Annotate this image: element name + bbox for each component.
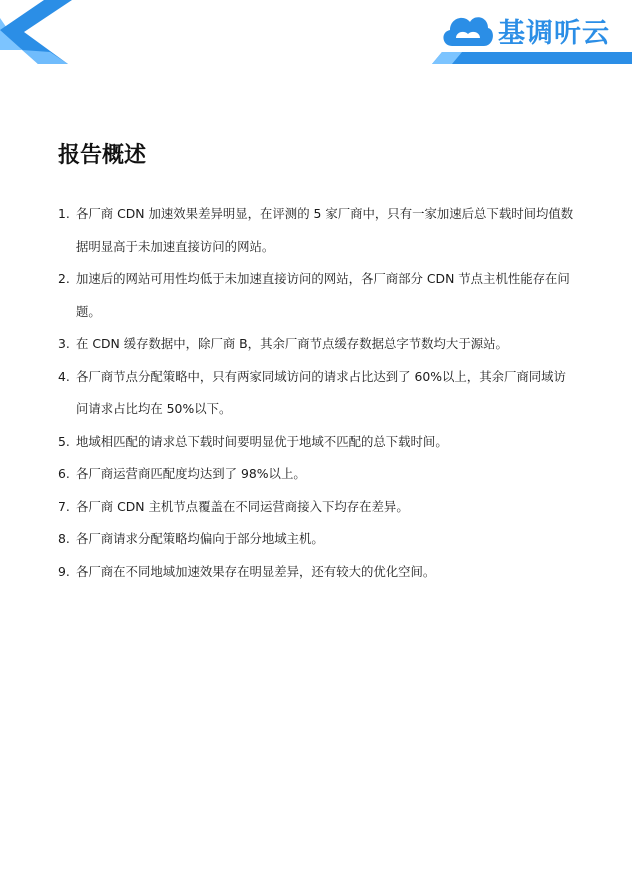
list-item — [58, 263, 578, 328]
item-text: 各厂商请求分配策略均偏向于部分地域主机。 — [76, 531, 324, 546]
list-item — [58, 458, 578, 491]
list-item — [58, 491, 578, 524]
cloud-icon — [440, 8, 494, 50]
item-number: 8. — [58, 531, 70, 546]
item-text: 地域相匹配的请求总下载时间要明显优于地域不匹配的总下载时间。 — [76, 433, 448, 449]
list-item — [58, 328, 578, 361]
header-accent-bar — [432, 52, 632, 64]
brand-name: 基调听云 — [498, 18, 610, 49]
item-number: 5. — [58, 433, 70, 449]
brand-logo — [432, 0, 632, 64]
item-text: 各厂商 CDN 加速效果差异明显，在评测的 5 家厂商中，只有一家加速后总下载时间均值数据明显高于未加速直接访问的网站。 — [76, 206, 574, 254]
item-text: 各厂商 CDN 主机节点覆盖在不同运营商接入下均存在差异。 — [76, 498, 409, 514]
item-text: 各厂商在不同地域加速效果存在明显差异，还有较大的优化空间。 — [76, 563, 436, 579]
list-item — [58, 198, 578, 263]
item-text: 各厂商节点分配策略中，只有两家同域访问的请求占比达到了 60%以上，其余厂商同域访问请求占比均在 50%以下。 — [76, 368, 566, 416]
list-item — [58, 361, 578, 426]
item-number: 3. — [58, 336, 70, 351]
item-number: 9. — [58, 563, 70, 579]
page-title: 报告概述 — [58, 143, 147, 168]
summary-list — [58, 198, 578, 588]
item-number: 1. — [58, 206, 70, 221]
item-number: 7. — [58, 498, 70, 514]
list-item — [58, 523, 578, 556]
item-number: 6. — [58, 466, 70, 481]
item-number: 4. — [58, 368, 70, 384]
corner-decoration — [0, 0, 80, 70]
list-item — [58, 426, 578, 459]
item-text: 在 CDN 缓存数据中，除厂商 B，其余厂商节点缓存数据总字节数均大于源站。 — [76, 336, 508, 351]
list-item — [58, 556, 578, 589]
item-text: 各厂商运营商匹配度均达到了 98%以上。 — [76, 466, 306, 481]
item-number: 2. — [58, 271, 70, 286]
item-text: 加速后的网站可用性均低于未加速直接访问的网站，各厂商部分 CDN 节点主机性能存在问题。 — [76, 271, 570, 319]
